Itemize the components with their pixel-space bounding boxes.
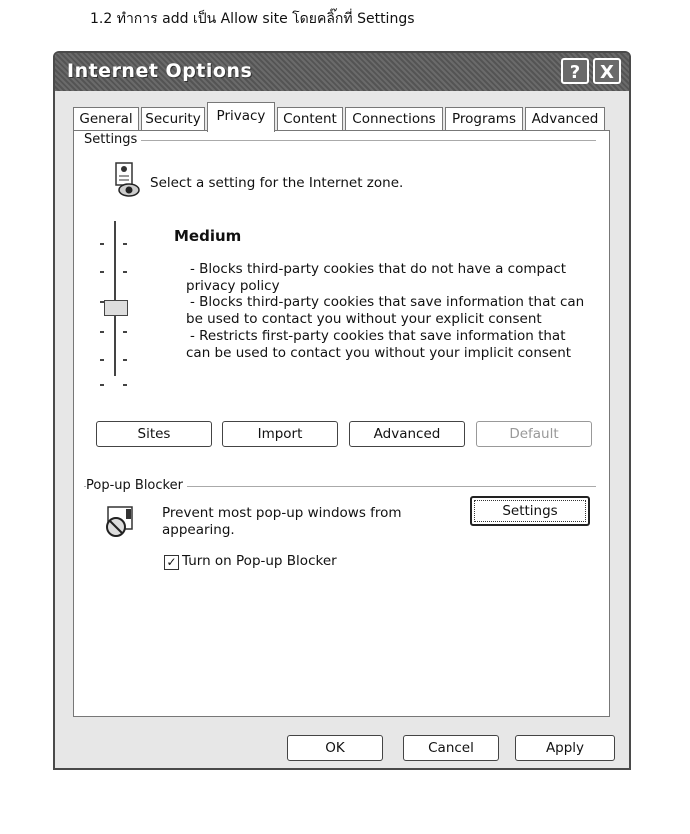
popup-settings-button[interactable]: Settings bbox=[470, 496, 590, 526]
tab-content[interactable]: Content bbox=[277, 107, 343, 131]
slider-tick bbox=[123, 271, 127, 273]
popup-description-line: Prevent most pop-up windows from bbox=[162, 505, 402, 521]
privacy-panel bbox=[73, 130, 610, 717]
sites-button[interactable]: Sites bbox=[96, 421, 212, 447]
description-line: - Blocks third-party cookies that do not have a compact bbox=[190, 261, 567, 277]
description-line: - Blocks third-party cookies that save information that can bbox=[190, 294, 585, 310]
slider-tick bbox=[123, 331, 127, 333]
tab-connections[interactable]: Connections bbox=[345, 107, 443, 131]
description-line: be used to contact you without your explicit consent bbox=[186, 311, 542, 327]
settings-group-label: Settings bbox=[84, 132, 141, 147]
popup-group-label: Pop-up Blocker bbox=[86, 478, 187, 493]
advanced-button[interactable]: Advanced bbox=[349, 421, 465, 447]
slider-tick bbox=[100, 384, 104, 386]
popup-blocker-checkbox[interactable] bbox=[164, 555, 179, 570]
description-line: privacy policy bbox=[186, 278, 280, 294]
checkmark-icon: ✓ bbox=[166, 555, 177, 569]
window-title: Internet Options bbox=[67, 60, 253, 82]
slider-tick bbox=[100, 331, 104, 333]
tab-general[interactable]: General bbox=[73, 107, 139, 131]
help-button[interactable]: ? bbox=[561, 58, 589, 84]
description-line: can be used to contact you without your implicit consent bbox=[186, 345, 572, 361]
privacy-eye-icon bbox=[112, 161, 140, 199]
popup-description-line: appearing. bbox=[162, 522, 235, 538]
privacy-slider-thumb[interactable] bbox=[104, 300, 128, 316]
settings-group-line bbox=[84, 140, 596, 141]
page-caption: 1.2 ทำการ add เป็น Allow site โดยคลิ๊กที่ Settings bbox=[90, 11, 415, 27]
internet-options-window bbox=[53, 51, 631, 770]
tab-security[interactable]: Security bbox=[141, 107, 205, 131]
tab-programs[interactable]: Programs bbox=[445, 107, 523, 131]
slider-tick bbox=[100, 271, 104, 273]
apply-button[interactable]: Apply bbox=[515, 735, 615, 761]
popup-checkbox-label: Turn on Pop-up Blocker bbox=[182, 553, 337, 569]
title-bar[interactable] bbox=[55, 53, 629, 91]
privacy-level: Medium bbox=[174, 227, 242, 245]
slider-tick bbox=[123, 359, 127, 361]
slider-tick bbox=[100, 359, 104, 361]
privacy-slider-track[interactable] bbox=[114, 221, 116, 376]
default-button[interactable]: Default bbox=[476, 421, 592, 447]
close-button[interactable]: X bbox=[593, 58, 621, 84]
ok-button[interactable]: OK bbox=[287, 735, 383, 761]
description-line: - Restricts first-party cookies that save information that bbox=[190, 328, 566, 344]
popup-blocker-icon bbox=[104, 505, 138, 539]
slider-tick bbox=[100, 243, 104, 245]
slider-tick bbox=[123, 243, 127, 245]
tab-advanced[interactable]: Advanced bbox=[525, 107, 605, 131]
tab-privacy[interactable]: Privacy bbox=[207, 102, 275, 132]
zone-text: Select a setting for the Internet zone. bbox=[150, 175, 404, 191]
slider-tick bbox=[123, 384, 127, 386]
import-button[interactable]: Import bbox=[222, 421, 338, 447]
cancel-button[interactable]: Cancel bbox=[403, 735, 499, 761]
